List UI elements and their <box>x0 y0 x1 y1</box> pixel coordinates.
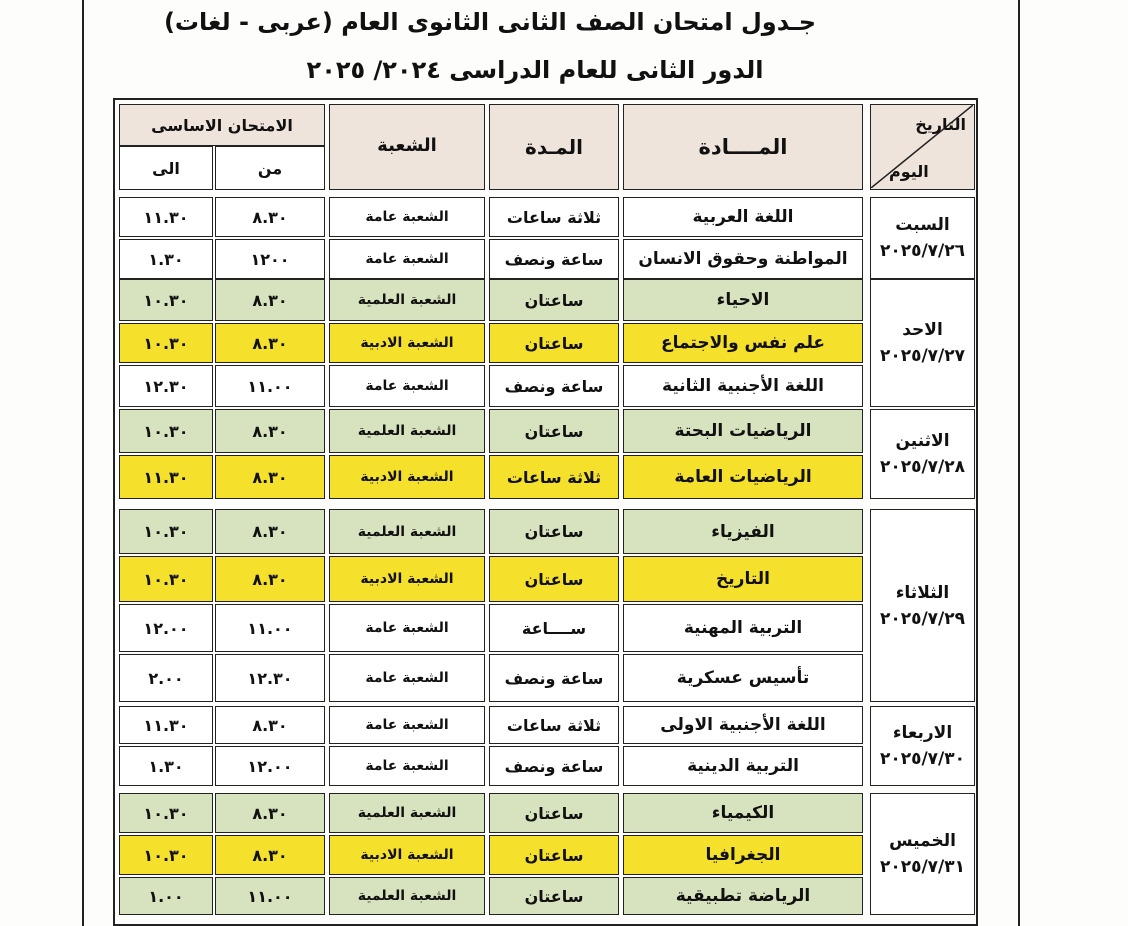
header-date-label: التاريخ <box>915 115 966 134</box>
division-cell: الشعبة عامة <box>329 365 485 407</box>
to-time-cell: ١٠.٣٠ <box>119 509 213 554</box>
division-cell: الشعبة العلمية <box>329 279 485 321</box>
from-time-cell: ٨.٣٠ <box>215 279 325 321</box>
day-cell <box>870 509 975 702</box>
duration-cell: ســــاعة <box>489 604 619 652</box>
header-main-exam: الامتحان الاساسى <box>119 104 325 146</box>
to-time-cell: ١٢.٣٠ <box>119 365 213 407</box>
subject-cell: اللغة الأجنبية الثانية <box>623 365 863 407</box>
duration-cell: ساعتان <box>489 877 619 915</box>
division-cell: الشعبة العلمية <box>329 409 485 453</box>
division-cell: الشعبة الادبية <box>329 323 485 363</box>
division-cell: الشعبة عامة <box>329 197 485 237</box>
division-cell: الشعبة العلمية <box>329 793 485 833</box>
header-division: الشعبة <box>329 104 485 190</box>
division-cell: الشعبة عامة <box>329 604 485 652</box>
subject-cell: الاحياء <box>623 279 863 321</box>
duration-cell: ساعتان <box>489 323 619 363</box>
to-time-cell: ١٠.٣٠ <box>119 556 213 602</box>
to-time-cell: ١٢.٠٠ <box>119 604 213 652</box>
to-time-cell: ١٠.٣٠ <box>119 409 213 453</box>
subject-cell: المواطنة وحقوق الانسان <box>623 239 863 279</box>
day-cell <box>870 706 975 786</box>
duration-cell: ثلاثة ساعات <box>489 455 619 499</box>
duration-cell: ساعتان <box>489 793 619 833</box>
division-cell: الشعبة عامة <box>329 746 485 786</box>
to-time-cell: ١١.٣٠ <box>119 197 213 237</box>
header-duration: المـدة <box>489 104 619 190</box>
from-time-cell: ٨.٣٠ <box>215 197 325 237</box>
to-time-cell: ٢.٠٠ <box>119 654 213 702</box>
duration-cell: ساعة ونصف <box>489 365 619 407</box>
duration-cell: ساعة ونصف <box>489 746 619 786</box>
duration-cell: ثلاثة ساعات <box>489 706 619 744</box>
header-subject: المــــادة <box>623 104 863 190</box>
day-cell <box>870 279 975 407</box>
document-subtitle: الدور الثانى للعام الدراسى ٢٠٢٤/ ٢٠٢٥ <box>306 56 764 84</box>
from-time-cell: ١٢.٣٠ <box>215 654 325 702</box>
duration-cell: ساعتان <box>489 409 619 453</box>
from-time-cell: ١٢.٠٠ <box>215 746 325 786</box>
day-date: ٢٠٢٥/٧/٣٠ <box>879 749 966 769</box>
subject-cell: علم نفس والاجتماع <box>623 323 863 363</box>
day-name: الاثنين <box>895 431 950 451</box>
day-name: السبت <box>895 215 950 235</box>
division-cell: الشعبة عامة <box>329 654 485 702</box>
to-time-cell: ١٠.٣٠ <box>119 323 213 363</box>
duration-cell: ساعة ونصف <box>489 239 619 279</box>
division-cell: الشعبة عامة <box>329 706 485 744</box>
day-cell <box>870 197 975 279</box>
day-cell <box>870 793 975 915</box>
day-date: ٢٠٢٥/٧/٢٦ <box>879 241 966 261</box>
subject-cell: الكيمياء <box>623 793 863 833</box>
day-cell <box>870 409 975 499</box>
to-time-cell: ١١.٣٠ <box>119 455 213 499</box>
to-time-cell: ١.٣٠ <box>119 746 213 786</box>
header-from: من <box>215 146 325 190</box>
to-time-cell: ١٠.٣٠ <box>119 793 213 833</box>
division-cell: الشعبة العلمية <box>329 509 485 554</box>
subject-cell: التربية المهنية <box>623 604 863 652</box>
from-time-cell: ٨.٣٠ <box>215 706 325 744</box>
to-time-cell: ١٠.٣٠ <box>119 835 213 875</box>
day-date: ٢٠٢٥/٧/٣١ <box>879 857 966 877</box>
from-time-cell: ٨.٣٠ <box>215 509 325 554</box>
header-date-day-cell <box>870 104 975 190</box>
from-time-cell: ٨.٣٠ <box>215 556 325 602</box>
from-time-cell: ١١.٠٠ <box>215 877 325 915</box>
subject-cell: الرياضة تطبيقية <box>623 877 863 915</box>
day-name: الخميس <box>889 831 956 851</box>
subject-cell: التربية الدينية <box>623 746 863 786</box>
from-time-cell: ٨.٣٠ <box>215 835 325 875</box>
duration-cell: ساعتان <box>489 279 619 321</box>
division-cell: الشعبة عامة <box>329 239 485 279</box>
from-time-cell: ٨.٣٠ <box>215 455 325 499</box>
subject-cell: تأسيس عسكرية <box>623 654 863 702</box>
duration-cell: ساعتان <box>489 556 619 602</box>
header-day-label: اليوم <box>889 162 929 181</box>
duration-cell: ساعتان <box>489 835 619 875</box>
day-name: الاربعاء <box>892 723 953 743</box>
division-cell: الشعبة الادبية <box>329 835 485 875</box>
to-time-cell: ١١.٣٠ <box>119 706 213 744</box>
header-to: الى <box>119 146 213 190</box>
subject-cell: اللغة الأجنبية الاولى <box>623 706 863 744</box>
from-time-cell: ٨.٣٠ <box>215 323 325 363</box>
subject-cell: الفيزياء <box>623 509 863 554</box>
from-time-cell: ١٢٠٠ <box>215 239 325 279</box>
division-cell: الشعبة الادبية <box>329 455 485 499</box>
subject-cell: الرياضيات العامة <box>623 455 863 499</box>
to-time-cell: ١.٣٠ <box>119 239 213 279</box>
day-date: ٢٠٢٥/٧/٢٩ <box>879 608 966 629</box>
from-time-cell: ٨.٣٠ <box>215 793 325 833</box>
duration-cell: ثلاثة ساعات <box>489 197 619 237</box>
day-date: ٢٠٢٥/٧/٢٨ <box>879 457 966 477</box>
to-time-cell: ١٠.٣٠ <box>119 279 213 321</box>
duration-cell: ساعة ونصف <box>489 654 619 702</box>
day-name: الثلاثاء <box>895 582 950 603</box>
to-time-cell: ١.٠٠ <box>119 877 213 915</box>
from-time-cell: ٨.٣٠ <box>215 409 325 453</box>
duration-cell: ساعتان <box>489 509 619 554</box>
division-cell: الشعبة الادبية <box>329 556 485 602</box>
from-time-cell: ١١.٠٠ <box>215 365 325 407</box>
subject-cell: اللغة العربية <box>623 197 863 237</box>
exam-schedule-table <box>113 98 978 926</box>
day-date: ٢٠٢٥/٧/٢٧ <box>879 346 966 366</box>
subject-cell: الرياضيات البحتة <box>623 409 863 453</box>
division-cell: الشعبة العلمية <box>329 877 485 915</box>
from-time-cell: ١١.٠٠ <box>215 604 325 652</box>
day-name: الاحد <box>902 320 943 340</box>
subject-cell: الجغرافيا <box>623 835 863 875</box>
document-title: جـدول امتحان الصف الثانى الثانوى العام (عربى - لغات) <box>163 8 817 36</box>
subject-cell: التاريخ <box>623 556 863 602</box>
